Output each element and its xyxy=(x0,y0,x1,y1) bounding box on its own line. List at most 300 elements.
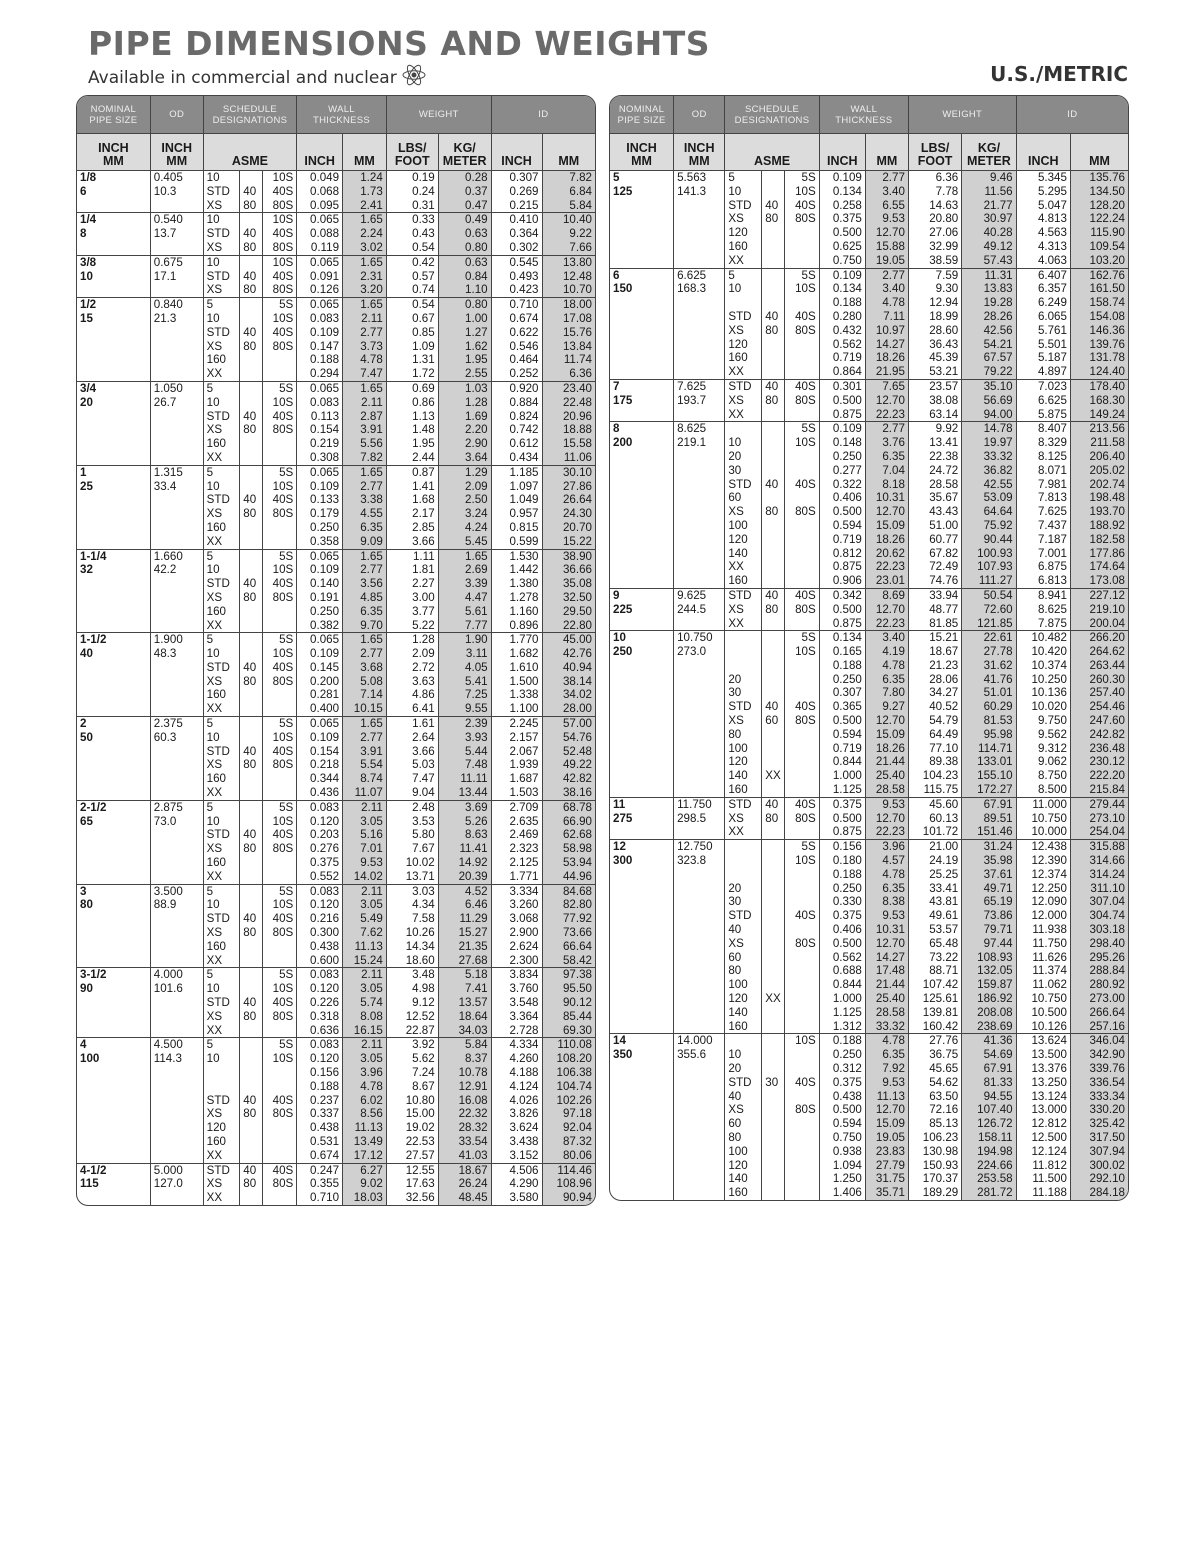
id-mm-cell: 22.48 xyxy=(542,396,595,410)
id-mm-cell: 38.16 xyxy=(542,786,595,800)
id-mm-cell: 73.66 xyxy=(542,926,595,940)
nominal-size-cell xyxy=(610,895,674,909)
stainless-schedule-cell: 5S xyxy=(784,840,819,854)
wall-inch-cell: 0.600 xyxy=(297,954,343,968)
weight-kgm-cell: 41.03 xyxy=(438,1149,491,1163)
weight-kgm-cell: 67.91 xyxy=(962,797,1016,811)
nominal-size-cell: 10 xyxy=(610,631,674,645)
weight-lbft-cell: 7.47 xyxy=(386,772,438,786)
stainless-schedule-cell: 40S xyxy=(784,909,819,923)
weight-kgm-cell: 1.00 xyxy=(438,312,491,326)
schedule-cell: XX xyxy=(203,451,240,465)
wall-inch-cell: 0.594 xyxy=(819,519,865,533)
id-inch-cell: 12.000 xyxy=(1016,909,1070,923)
schedule-cell: XS xyxy=(725,324,762,338)
schedule-cell: XX xyxy=(203,702,240,716)
wall-mm-cell: 3.40 xyxy=(865,282,908,296)
id-inch-cell: 0.824 xyxy=(491,410,542,424)
weight-lbft-cell: 0.54 xyxy=(386,298,438,312)
schedule-number-cell xyxy=(762,240,785,254)
wall-mm-cell: 12.70 xyxy=(865,505,908,519)
wall-mm-cell: 12.70 xyxy=(865,226,908,240)
weight-kgm-cell: 81.53 xyxy=(962,714,1016,728)
id-inch-cell: 10.750 xyxy=(1016,992,1070,1006)
nominal-size-cell: 6 xyxy=(610,268,674,282)
nominal-size-cell xyxy=(77,353,150,367)
weight-lbft-cell: 4.86 xyxy=(386,688,438,702)
schedule-number-cell xyxy=(762,226,785,240)
od-cell xyxy=(674,1062,725,1076)
schedule-cell xyxy=(725,645,762,659)
nominal-size-cell xyxy=(77,1149,150,1163)
weight-kgm-cell: 11.56 xyxy=(962,185,1016,199)
wall-mm-cell: 9.53 xyxy=(343,856,387,870)
weight-lbft-cell: 9.92 xyxy=(908,422,961,436)
schedule-number-cell xyxy=(762,450,785,464)
schedule-cell: STD xyxy=(203,270,240,284)
wall-inch-cell: 1.094 xyxy=(819,1159,865,1173)
weight-kgm-cell: 9.46 xyxy=(962,171,1016,185)
stainless-schedule-cell xyxy=(784,755,819,769)
schedule-number-cell xyxy=(762,436,785,450)
id-inch-cell: 11.812 xyxy=(1016,1159,1070,1173)
id-mm-cell: 9.22 xyxy=(542,227,595,241)
wall-mm-cell: 21.44 xyxy=(865,978,908,992)
nominal-size-cell: 90 xyxy=(80,982,93,996)
id-mm-cell: 7.82 xyxy=(542,171,595,185)
column-unit-header: INCH xyxy=(1016,134,1070,171)
schedule-cell: 20 xyxy=(725,882,762,896)
stainless-schedule-cell: 10S xyxy=(262,1052,297,1066)
stainless-schedule-cell: 80S xyxy=(262,675,297,689)
wall-mm-cell: 28.58 xyxy=(865,783,908,797)
wall-mm-cell: 5.08 xyxy=(343,675,387,689)
schedule-number-cell: 30 xyxy=(762,1076,785,1090)
stainless-schedule-cell xyxy=(784,450,819,464)
id-mm-cell: 110.08 xyxy=(542,1038,595,1052)
nominal-size-cell xyxy=(610,519,674,533)
schedule-number-cell xyxy=(240,647,262,661)
wall-mm-cell: 18.26 xyxy=(865,533,908,547)
schedule-number-cell xyxy=(762,365,785,379)
od-cell: 11.750 xyxy=(674,797,725,811)
column-group-header: ID xyxy=(491,96,595,134)
weight-lbft-cell: 3.48 xyxy=(386,968,438,982)
nominal-size-cell: 4 xyxy=(77,1038,150,1052)
weight-kgm-cell: 281.72 xyxy=(962,1186,1016,1200)
id-inch-cell: 0.493 xyxy=(491,270,542,284)
stainless-schedule-cell: 10S xyxy=(784,854,819,868)
nominal-size-cell: 125 xyxy=(613,184,633,198)
id-mm-cell: 280.92 xyxy=(1070,978,1128,992)
od-cell xyxy=(674,868,725,882)
wall-mm-cell: 9.53 xyxy=(865,212,908,226)
weight-kgm-cell: 11.31 xyxy=(962,268,1016,282)
od-cell xyxy=(150,1149,203,1163)
id-inch-cell: 2.900 xyxy=(491,926,542,940)
nominal-size-cell: 7 xyxy=(610,379,674,393)
id-mm-cell: 106.38 xyxy=(542,1066,595,1080)
nominal-size-cell xyxy=(610,1090,674,1104)
schedule-cell: 120 xyxy=(203,1121,240,1135)
id-mm-cell: 84.68 xyxy=(542,884,595,898)
id-inch-cell: 0.252 xyxy=(491,367,542,381)
weight-kgm-cell: 1.90 xyxy=(438,633,491,647)
stainless-schedule-cell: 80S xyxy=(262,758,297,772)
table-row xyxy=(610,547,1128,561)
id-inch-cell: 0.269 xyxy=(491,185,542,199)
table-row xyxy=(610,783,1128,797)
schedule-number-cell xyxy=(240,1191,262,1205)
schedule-number-cell xyxy=(240,1024,262,1038)
od-cell xyxy=(150,856,203,870)
stainless-schedule-cell: 40S xyxy=(784,379,819,393)
schedule-cell: XX xyxy=(203,1191,240,1205)
stainless-schedule-cell: 80S xyxy=(262,1010,297,1024)
id-mm-cell: 13.80 xyxy=(542,255,595,269)
table-row xyxy=(610,1131,1128,1145)
id-inch-cell: 10.750 xyxy=(1016,812,1070,826)
od-cell xyxy=(674,199,725,213)
id-inch-cell: 7.813 xyxy=(1016,491,1070,505)
od-cell xyxy=(674,755,725,769)
table-row xyxy=(77,255,595,269)
nominal-size-cell xyxy=(610,937,674,951)
id-inch-cell: 1.770 xyxy=(491,633,542,647)
weight-kgm-cell: 27.68 xyxy=(438,954,491,968)
nominal-size-cell: 200 xyxy=(613,436,633,450)
od-cell xyxy=(674,547,725,561)
id-mm-cell: 260.30 xyxy=(1070,673,1128,687)
nominal-size-cell xyxy=(610,923,674,937)
id-mm-cell: 109.54 xyxy=(1070,240,1128,254)
schedule-number-cell xyxy=(762,978,785,992)
nominal-size-cell: 2 xyxy=(77,717,150,731)
wall-mm-cell: 10.97 xyxy=(865,324,908,338)
nominal-size-cell xyxy=(77,1010,150,1024)
wall-inch-cell: 0.250 xyxy=(819,1048,865,1062)
weight-lbft-cell: 63.14 xyxy=(908,408,961,422)
header-group-row xyxy=(610,96,1128,134)
table-row xyxy=(610,992,1128,1006)
wall-inch-cell: 0.147 xyxy=(297,340,343,354)
od-cell xyxy=(674,825,725,839)
table-row xyxy=(77,1177,595,1191)
schedule-cell: 5 xyxy=(203,381,240,395)
id-mm-cell: 10.70 xyxy=(542,283,595,297)
schedule-number-cell xyxy=(762,1131,785,1145)
wall-mm-cell: 1.65 xyxy=(343,717,387,731)
stainless-schedule-cell: 80S xyxy=(784,1103,819,1117)
id-mm-cell: 6.84 xyxy=(542,185,595,199)
nominal-size-cell xyxy=(77,996,150,1010)
weight-lbft-cell: 18.99 xyxy=(908,310,961,324)
od-cell xyxy=(150,912,203,926)
nominal-size-cell xyxy=(610,992,674,1006)
weight-kgm-cell: 224.66 xyxy=(962,1159,1016,1173)
wall-inch-cell: 0.145 xyxy=(297,661,343,675)
od-cell xyxy=(150,577,203,591)
weight-lbft-cell: 2.09 xyxy=(386,647,438,661)
nominal-size-cell: 1 xyxy=(77,465,150,479)
id-inch-cell: 0.957 xyxy=(491,507,542,521)
wall-mm-cell: 3.38 xyxy=(343,493,387,507)
wall-inch-cell: 0.719 xyxy=(819,533,865,547)
schedule-number-cell: 40 xyxy=(240,270,262,284)
schedule-cell: STD xyxy=(725,909,762,923)
table-row xyxy=(610,742,1128,756)
id-inch-cell: 6.357 xyxy=(1016,282,1070,296)
nominal-size-cell: 150 xyxy=(613,282,633,296)
weight-kgm-cell: 1.28 xyxy=(438,396,491,410)
table-row xyxy=(610,854,1128,868)
subtitle-text: Available in commercial and nuclear xyxy=(88,67,397,88)
id-mm-cell: 44.96 xyxy=(542,870,595,884)
table-row xyxy=(610,268,1128,282)
od-cell: 14.000 xyxy=(674,1034,725,1048)
table-row xyxy=(610,574,1128,588)
id-mm-cell: 307.94 xyxy=(1070,1145,1128,1159)
schedule-number-cell xyxy=(762,491,785,505)
od-cell: 2.375 xyxy=(150,717,203,731)
nominal-size-cell xyxy=(77,786,150,800)
table-row xyxy=(610,1186,1128,1200)
id-inch-cell: 13.124 xyxy=(1016,1090,1070,1104)
wall-mm-cell: 12.70 xyxy=(865,714,908,728)
schedule-number-cell xyxy=(240,1121,262,1135)
weight-kgm-cell: 8.37 xyxy=(438,1052,491,1066)
stainless-schedule-cell xyxy=(784,1020,819,1034)
wall-mm-cell: 3.96 xyxy=(343,1066,387,1080)
schedule-cell: 10 xyxy=(203,312,240,326)
nominal-size-cell xyxy=(77,745,150,759)
id-inch-cell: 11.374 xyxy=(1016,964,1070,978)
schedule-number-cell xyxy=(762,1159,785,1173)
nominal-size-cell: 3/4 xyxy=(77,381,150,395)
table-row xyxy=(77,480,595,494)
id-mm-cell: 227.12 xyxy=(1070,588,1128,602)
wall-mm-cell: 11.13 xyxy=(865,1090,908,1104)
stainless-schedule-cell: 80S xyxy=(262,283,297,297)
weight-kgm-cell: 133.01 xyxy=(962,755,1016,769)
id-inch-cell: 0.612 xyxy=(491,437,542,451)
table-row xyxy=(77,1052,595,1066)
id-mm-cell: 45.00 xyxy=(542,633,595,647)
od-cell: 88.9 xyxy=(150,898,203,912)
table-row xyxy=(610,686,1128,700)
weight-lbft-cell: 27.57 xyxy=(386,1149,438,1163)
weight-lbft-cell: 33.94 xyxy=(908,588,961,602)
stainless-schedule-cell xyxy=(262,451,297,465)
id-inch-cell: 13.624 xyxy=(1016,1034,1070,1048)
schedule-number-cell xyxy=(762,351,785,365)
schedule-cell: 120 xyxy=(725,226,762,240)
stainless-schedule-cell xyxy=(784,408,819,422)
schedule-cell: 120 xyxy=(725,992,762,1006)
schedule-number-cell xyxy=(240,884,262,898)
table-row xyxy=(77,912,595,926)
id-inch-cell: 0.742 xyxy=(491,423,542,437)
wall-mm-cell: 2.11 xyxy=(343,800,387,814)
wall-mm-cell: 3.05 xyxy=(343,1052,387,1066)
id-mm-cell: 54.76 xyxy=(542,731,595,745)
weight-kgm-cell: 56.69 xyxy=(962,394,1016,408)
od-cell xyxy=(150,326,203,340)
id-inch-cell: 5.875 xyxy=(1016,408,1070,422)
wall-inch-cell: 0.119 xyxy=(297,241,343,255)
schedule-cell: XX xyxy=(203,535,240,549)
id-mm-cell: 247.60 xyxy=(1070,714,1128,728)
stainless-schedule-cell xyxy=(784,1006,819,1020)
table-row xyxy=(610,951,1128,965)
table-row xyxy=(77,1107,595,1121)
table-row xyxy=(610,533,1128,547)
id-mm-cell: 346.04 xyxy=(1070,1034,1128,1048)
id-mm-cell: 139.76 xyxy=(1070,338,1128,352)
schedule-cell: 100 xyxy=(725,978,762,992)
od-cell: 127.0 xyxy=(150,1177,203,1191)
id-inch-cell: 7.187 xyxy=(1016,533,1070,547)
od-cell: 0.540 xyxy=(150,213,203,227)
stainless-schedule-cell xyxy=(784,895,819,909)
wall-inch-cell: 0.188 xyxy=(819,659,865,673)
id-inch-cell: 3.152 xyxy=(491,1149,542,1163)
weight-lbft-cell: 13.41 xyxy=(908,436,961,450)
stainless-schedule-cell: 5S xyxy=(262,465,297,479)
id-inch-cell: 9.062 xyxy=(1016,755,1070,769)
schedule-cell xyxy=(725,854,762,868)
wall-mm-cell: 2.11 xyxy=(343,884,387,898)
id-inch-cell: 7.625 xyxy=(1016,505,1070,519)
schedule-number-cell: XX xyxy=(762,992,785,1006)
od-cell: 9.625 xyxy=(674,588,725,602)
wall-mm-cell: 1.65 xyxy=(343,298,387,312)
weight-kgm-cell: 28.32 xyxy=(438,1121,491,1135)
table-row xyxy=(77,591,595,605)
stainless-schedule-cell: 80S xyxy=(784,324,819,338)
wall-mm-cell: 14.27 xyxy=(865,338,908,352)
nominal-size-cell xyxy=(610,1020,674,1034)
wall-inch-cell: 0.375 xyxy=(297,856,343,870)
schedule-cell: 5 xyxy=(725,268,762,282)
wall-inch-cell: 0.375 xyxy=(819,797,865,811)
schedule-cell: 5 xyxy=(203,884,240,898)
nominal-size-cell: 225 xyxy=(613,602,633,616)
table-row xyxy=(77,786,595,800)
id-mm-cell: 168.30 xyxy=(1070,394,1128,408)
nominal-size-cell xyxy=(77,702,150,716)
id-mm-cell: 202.74 xyxy=(1070,478,1128,492)
id-mm-cell: 135.76 xyxy=(1070,171,1128,185)
wall-inch-cell: 0.301 xyxy=(819,379,865,393)
stainless-schedule-cell xyxy=(784,1062,819,1076)
weight-kgm-cell: 172.27 xyxy=(962,783,1016,797)
nominal-size-cell: 9 xyxy=(610,588,674,602)
weight-lbft-cell: 32.56 xyxy=(386,1191,438,1205)
table-row xyxy=(610,1159,1128,1173)
stainless-schedule-cell: 5S xyxy=(262,381,297,395)
schedule-cell: STD xyxy=(725,478,762,492)
schedule-number-cell xyxy=(762,868,785,882)
schedule-cell: 10 xyxy=(203,171,240,185)
id-mm-cell: 154.08 xyxy=(1070,310,1128,324)
wall-mm-cell: 7.01 xyxy=(343,842,387,856)
od-cell: 219.1 xyxy=(674,436,725,450)
nominal-size-cell: 3/8 xyxy=(77,255,150,269)
weight-kgm-cell: 18.67 xyxy=(438,1163,491,1177)
stainless-schedule-cell: 80S xyxy=(784,603,819,617)
weight-lbft-cell: 1.41 xyxy=(386,480,438,494)
id-mm-cell: 198.48 xyxy=(1070,491,1128,505)
od-cell xyxy=(150,367,203,381)
schedule-cell: XS xyxy=(203,926,240,940)
weight-lbft-cell: 5.62 xyxy=(386,1052,438,1066)
schedule-cell: 5 xyxy=(203,549,240,563)
od-cell xyxy=(150,688,203,702)
wall-mm-cell: 3.05 xyxy=(343,898,387,912)
weight-kgm-cell: 1.27 xyxy=(438,326,491,340)
id-mm-cell: 5.84 xyxy=(542,199,595,213)
schedule-cell: 10 xyxy=(203,563,240,577)
table-row xyxy=(77,396,595,410)
stainless-schedule-cell: 40S xyxy=(784,700,819,714)
pipe-table-right xyxy=(609,95,1129,1201)
nominal-size-cell xyxy=(610,700,674,714)
wall-inch-cell: 0.065 xyxy=(297,255,343,269)
column-unit-header: INCH xyxy=(297,134,343,171)
table-row xyxy=(77,312,595,326)
weight-lbft-cell: 35.67 xyxy=(908,491,961,505)
wall-mm-cell: 6.27 xyxy=(343,1163,387,1177)
id-mm-cell: 18.00 xyxy=(542,298,595,312)
table-row xyxy=(610,617,1128,631)
schedule-cell: XS xyxy=(725,812,762,826)
od-cell: 2.875 xyxy=(150,800,203,814)
weight-kgm-cell: 15.27 xyxy=(438,926,491,940)
id-inch-cell: 0.674 xyxy=(491,312,542,326)
wall-mm-cell: 4.78 xyxy=(865,868,908,882)
id-mm-cell: 254.04 xyxy=(1070,825,1128,839)
weight-lbft-cell: 3.66 xyxy=(386,535,438,549)
wall-inch-cell: 0.247 xyxy=(297,1163,343,1177)
stainless-schedule-cell xyxy=(784,240,819,254)
id-mm-cell: 35.08 xyxy=(542,577,595,591)
id-mm-cell: 292.10 xyxy=(1070,1172,1128,1186)
weight-kgm-cell: 0.28 xyxy=(438,171,491,185)
stainless-schedule-cell: 40S xyxy=(262,1094,297,1108)
weight-lbft-cell: 0.19 xyxy=(386,171,438,185)
wall-inch-cell: 0.250 xyxy=(297,605,343,619)
schedule-number-cell xyxy=(762,840,785,854)
weight-kgm-cell: 79.71 xyxy=(962,923,1016,937)
schedule-cell: 30 xyxy=(725,464,762,478)
id-mm-cell: 17.08 xyxy=(542,312,595,326)
schedule-cell: 5 xyxy=(203,298,240,312)
stainless-schedule-cell: 10S xyxy=(262,255,297,269)
nominal-size-cell xyxy=(77,619,150,633)
id-inch-cell: 1.097 xyxy=(491,480,542,494)
schedule-cell: XS xyxy=(203,283,240,297)
schedule-number-cell: 40 xyxy=(240,227,262,241)
wall-inch-cell: 0.844 xyxy=(819,755,865,769)
schedule-number-cell: 80 xyxy=(240,507,262,521)
weight-lbft-cell: 1.11 xyxy=(386,549,438,563)
od-cell xyxy=(674,324,725,338)
column-group-header: ID xyxy=(1016,96,1128,134)
stainless-schedule-cell: 80S xyxy=(262,1177,297,1191)
wall-mm-cell: 16.15 xyxy=(343,1024,387,1038)
weight-lbft-cell: 1.68 xyxy=(386,493,438,507)
